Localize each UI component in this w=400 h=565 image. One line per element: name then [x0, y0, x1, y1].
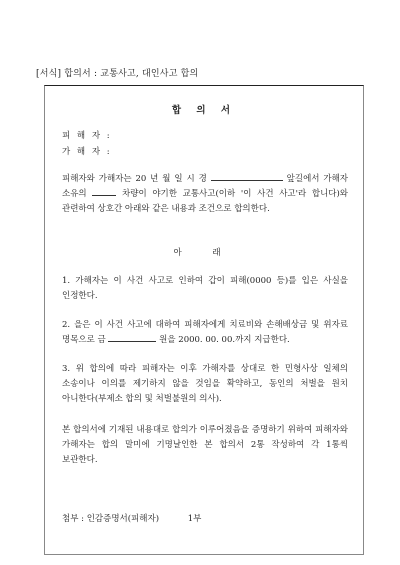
attachment-label: 첨부 : 인감증명서(피해자)	[62, 514, 160, 524]
clause-2-text: 2. 을은 이 사건 사고에 대하여 피해자에게 치료비와 손해배상금 및 위자료 명목으로 금	[62, 320, 348, 345]
intro-location-text: 앞길에서 가해자 소유의	[62, 174, 349, 199]
perpetrator-label: 가 해 자 :	[62, 147, 112, 157]
victim-label: 피 해 자 :	[62, 131, 112, 141]
document-title: 합 의 서	[171, 105, 237, 116]
closing-paragraph: 본 합의서에 기재된 내용대로 합의가 이루어졌음을 증명하기 위하여 피해자와 가해자는 합의 말미에 기명날인한 본 합의서 2통 작성하여 각 1통씩 보관한다.	[62, 425, 348, 465]
clause-2	[62, 318, 348, 348]
clause-2-payment: 원을 2000. 00. 00.까지 지급한다.	[159, 335, 290, 345]
amount-blank	[108, 333, 156, 342]
attachment-line	[62, 512, 201, 524]
intro-incident-text: 차량이 야기한 교통사고(이하 '이 사건 사고'라 합니다)와 관련하여 상호간 아래와 같은 내용과 조건으로 합의한다.	[62, 189, 349, 214]
owner-blank	[92, 187, 116, 196]
intro-paragraph	[62, 172, 348, 217]
intro-date-line: 피해자와 가해자는 20 년 월 일 시 경	[62, 174, 207, 184]
section-heading: 아 래	[173, 248, 235, 258]
location-blank	[211, 172, 283, 181]
attachment-count: 1부	[187, 514, 202, 524]
form-caption: [서식] 합의서 : 교통사고, 대인사고 합의	[36, 69, 199, 79]
clause-1: 1. 가해자는 이 사건 사고로 인하여 갑이 피해(0000 등)를 입은 사실을 인정한다.	[62, 276, 348, 301]
clause-3: 3. 위 합의에 따라 피해자는 이후 가해자를 상대로 한 민형사상 일체의 소송이나 이의를 제기하지 않을 것임을 확약하고, 동인의 처벌을 원치 아니한다(부제소 합의 및 처벌불원의 의사).	[62, 364, 348, 404]
agreement-document	[44, 85, 364, 555]
